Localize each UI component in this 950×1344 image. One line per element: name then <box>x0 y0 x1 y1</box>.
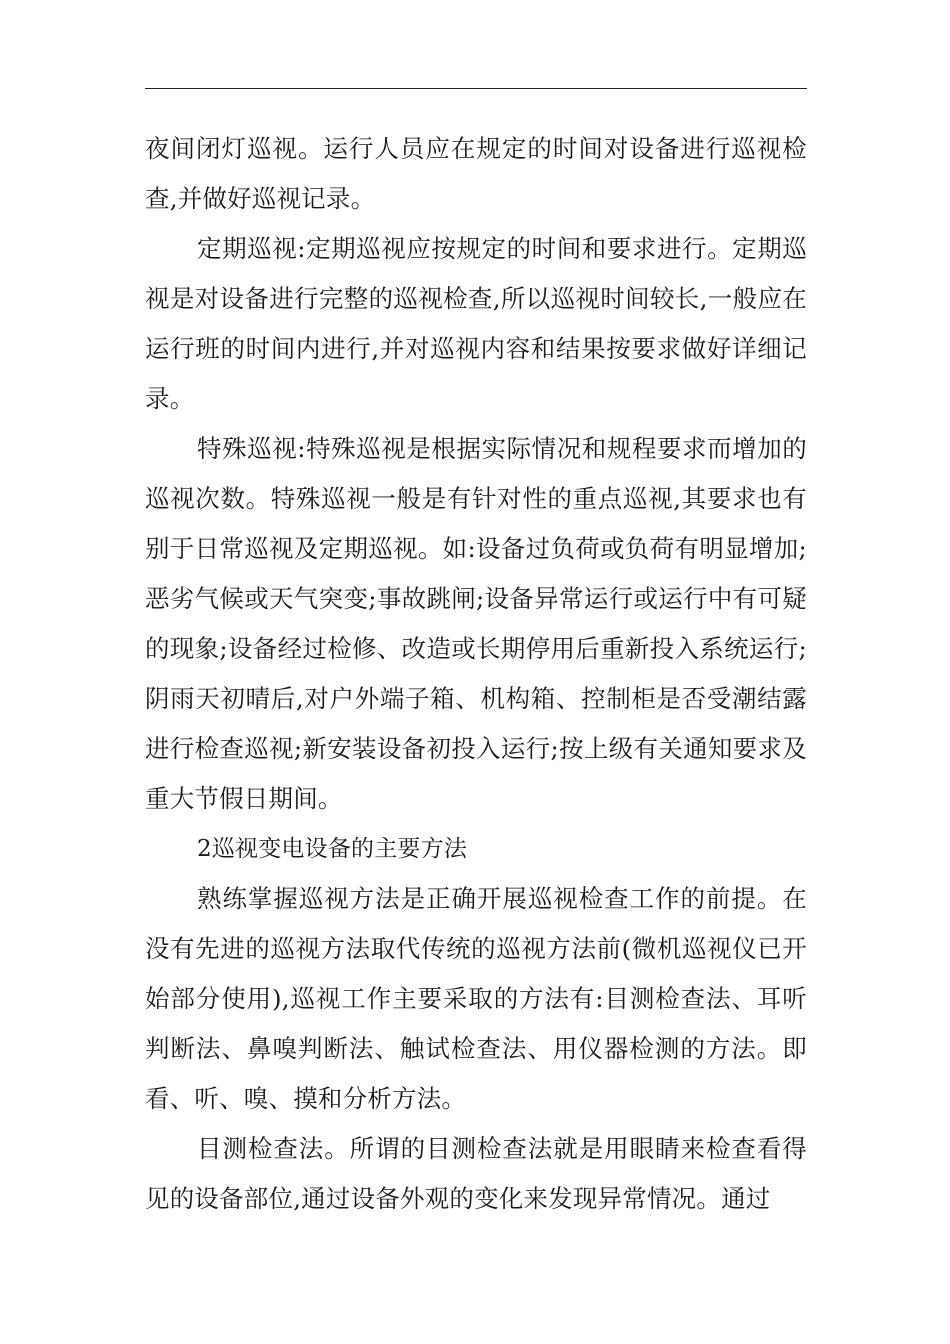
paragraph-night-inspection: 夜间闭灯巡视。运行人员应在规定的时间对设备进行巡视检查,并做好巡视记录。 <box>145 134 807 213</box>
paragraph-periodic-inspection: 定期巡视:定期巡视应按规定的时间和要求进行。定期巡视是对设备进行完整的巡视检查,所以巡视时间较长,一般应在运行班的时间内进行,并对巡视内容和结果按要求做好详细记录。 <box>145 234 807 413</box>
document-body <box>145 124 807 1224</box>
paragraph-visual-inspection: 目测检查法。所谓的目测检查法就是用眼睛来检查看得见的设备部位,通过设备外观的变化来发现异常情况。通过 <box>145 1134 807 1213</box>
paragraph-inspection-methods: 熟练掌握巡视方法是正确开展巡视检查工作的前提。在没有先进的巡视方法取代传统的巡视方法前(微机巡视仪已开始部分使用),巡视工作主要采取的方法有:目测检查法、耳听判断法、鼻嗅判断法、触试检查法、用仪器检测的方法。即看、听、嗅、摸和分析方法。 <box>145 884 807 1113</box>
header-rule <box>145 88 807 89</box>
section-heading: 2巡视变电设备的主要方法 <box>197 836 468 862</box>
paragraph-special-inspection: 特殊巡视:特殊巡视是根据实际情况和规程要求而增加的巡视次数。特殊巡视一般是有针对性的重点巡视,其要求也有别于日常巡视及定期巡视。如:设备过负荷或负荷有明显增加;恶劣气候或天气突变;事故跳闸;设备异常运行或运行中有可疑的现象;设备经过检修、改造或长期停用后重新投入系统运行;阴雨天初晴后,对户外端子箱、机构箱、控制柜是否受潮结露进行检查巡视;新安装设备初投入运行;按上级有关通知要求及重大节假日期间。 <box>145 434 807 813</box>
